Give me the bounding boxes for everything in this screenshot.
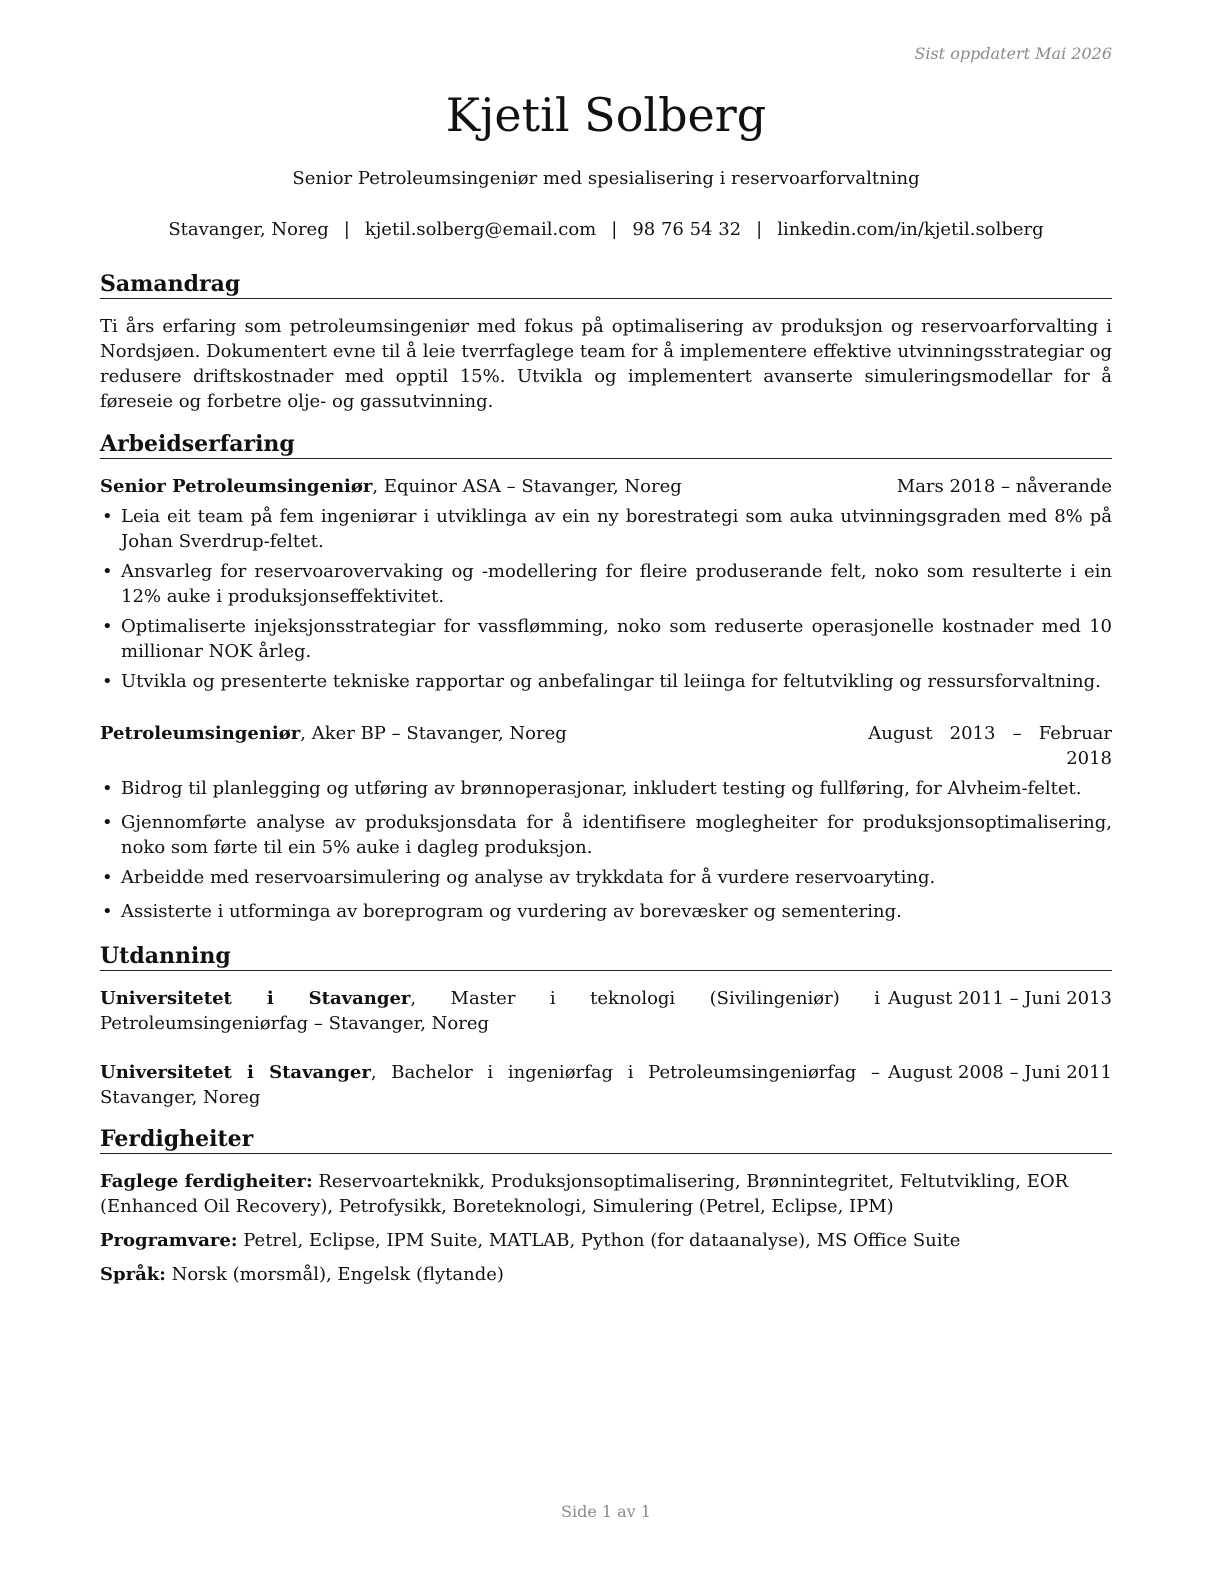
contact-email[interactable]: kjetil.solberg@email.com (364, 219, 597, 240)
contact-location: Stavanger, Noreg (168, 219, 329, 240)
headline: Senior Petroleumsingeniør med spesialisering i reservoarforvaltning (292, 168, 920, 189)
job-bullet: • Optimaliserte injeksjonsstrategiar for vassflømming, noko som reduserte operasjonelle kostnader med 10 millionar NOK årleg. (100, 614, 1112, 664)
job-details: , Equinor ASA – Stavanger, Noreg (372, 476, 682, 497)
contact-separator: | (343, 219, 350, 240)
job-bullets (100, 504, 1112, 694)
job-role: Senior Petroleumsingeniør (100, 476, 373, 497)
job-bullet: • Ansvarleg for reservoarovervaking og -modellering for fleire produserande felt, noko som resulterte i ein 12% auke i produksjonseffektivitet. (100, 559, 1112, 609)
education-details: , Master i teknologi (Sivilingeniør) i Petroleumsingeniørfag – Stavanger, Noreg (100, 988, 880, 1034)
job-bullet: • Leia eit team på fem ingeniørar i utviklinga av ein ny borestrategi som auka utvinningsgraden med 8% på Johan Sverdrup-feltet. (100, 504, 1112, 554)
education-entry (100, 1060, 1112, 1110)
contact-separator: | (756, 219, 763, 240)
skill-label: Språk: (100, 1264, 166, 1285)
section-title-education: Utdanning (100, 943, 1112, 971)
job-bullet: • Gjennomførte analyse av produksjonsdata for å identifisere moglegheiter for produksjonsoptimalisering, noko som førte til ein 5% auke i dagleg produksjon. (100, 810, 1112, 860)
job-bullet: • Utvikla og presenterte tekniske rapportar og anbefalingar til leiinga for feltutvikling og ressursforvaltning. (100, 669, 1112, 694)
education-entry (100, 986, 1112, 1036)
section-title-experience: Arbeidserfaring (100, 431, 1112, 459)
job-dates: Mars 2018 – nåverande (896, 476, 1112, 497)
page-footer: Side 1 av 1 (561, 1502, 651, 1521)
job-title-line (100, 474, 682, 499)
job-details: , Aker BP – Stavanger, Noreg (300, 723, 567, 744)
section-title-skills: Ferdigheiter (100, 1126, 1112, 1154)
job-dates-line: 2018 (1066, 748, 1112, 769)
skill-row (100, 1169, 1112, 1219)
job-bullet: • Assisterte i utforminga av boreprogram og vurdering av borevæsker og sementering. (100, 899, 1112, 924)
education-school: Universitetet i Stavanger (100, 988, 411, 1009)
last-updated: Sist oppdatert Mai 2026 (914, 44, 1112, 63)
job-bullet: • Arbeidde med reservoarsimulering og analyse av trykkdata for å vurdere reservoaryting. (100, 865, 1112, 890)
job-bullets (100, 776, 1112, 924)
contact-linkedin[interactable]: linkedin.com/in/kjetil.solberg (777, 219, 1044, 240)
education-details: , Bachelor i ingeniørfag i Petroleumsingeniørfag – Stavanger, Noreg (100, 1062, 880, 1108)
summary-text: Ti års erfaring som petroleumsingeniør med fokus på optimalisering av produksjon og reservoarforvalting i Nordsjøen. Dokumentert evne til å leie tverrfaglege team for å implementere effektive utvinningsstrategiar og redusere driftskostnader med opptil 15%. Utvikla og implementert avanserte simuleringsmodellar for å føreseie og forbetre olje- og gassutvinning. (100, 316, 1112, 412)
education-dates: August 2011 – Juni 2013 (888, 988, 1112, 1009)
education-text (100, 986, 880, 1036)
job-dates-line: August 2013 – Februar (868, 723, 1112, 744)
person-name: Kjetil Solberg (445, 88, 767, 142)
education-text (100, 1060, 880, 1110)
job-title-line (100, 721, 567, 746)
contact-separator: | (611, 219, 618, 240)
education-dates: August 2008 – Juni 2011 (888, 1062, 1112, 1083)
contact-phone: 98 76 54 32 (632, 219, 742, 240)
skill-label: Faglege ferdigheiter: (100, 1171, 313, 1192)
skill-value: Reservoarteknikk, Produksjonsoptimalisering, Brønnintegritet, Feltutvikling, EOR (Enhanced Oil Recovery), Petrofysikk, Boreteknologi, Simulering (Petrel, Eclipse, IPM) (100, 1171, 1069, 1217)
skill-row (100, 1262, 1112, 1287)
skill-value: Norsk (morsmål), Engelsk (flytande) (165, 1264, 504, 1285)
section-title-summary: Samandrag (100, 271, 1112, 299)
contact-line (100, 219, 1112, 240)
skill-label: Programvare: (100, 1230, 238, 1251)
job-role: Petroleumsingeniør (100, 723, 301, 744)
skill-value: Petrel, Eclipse, IPM Suite, MATLAB, Python (for dataanalyse), MS Office Suite (237, 1230, 961, 1251)
skill-row (100, 1228, 1112, 1253)
job-dates (868, 721, 1112, 771)
education-school: Universitetet i Stavanger (100, 1062, 371, 1083)
job-bullet: • Bidrog til planlegging og utføring av brønnoperasjonar, inkludert testing og fullføring, for Alvheim-feltet. (100, 776, 1112, 801)
